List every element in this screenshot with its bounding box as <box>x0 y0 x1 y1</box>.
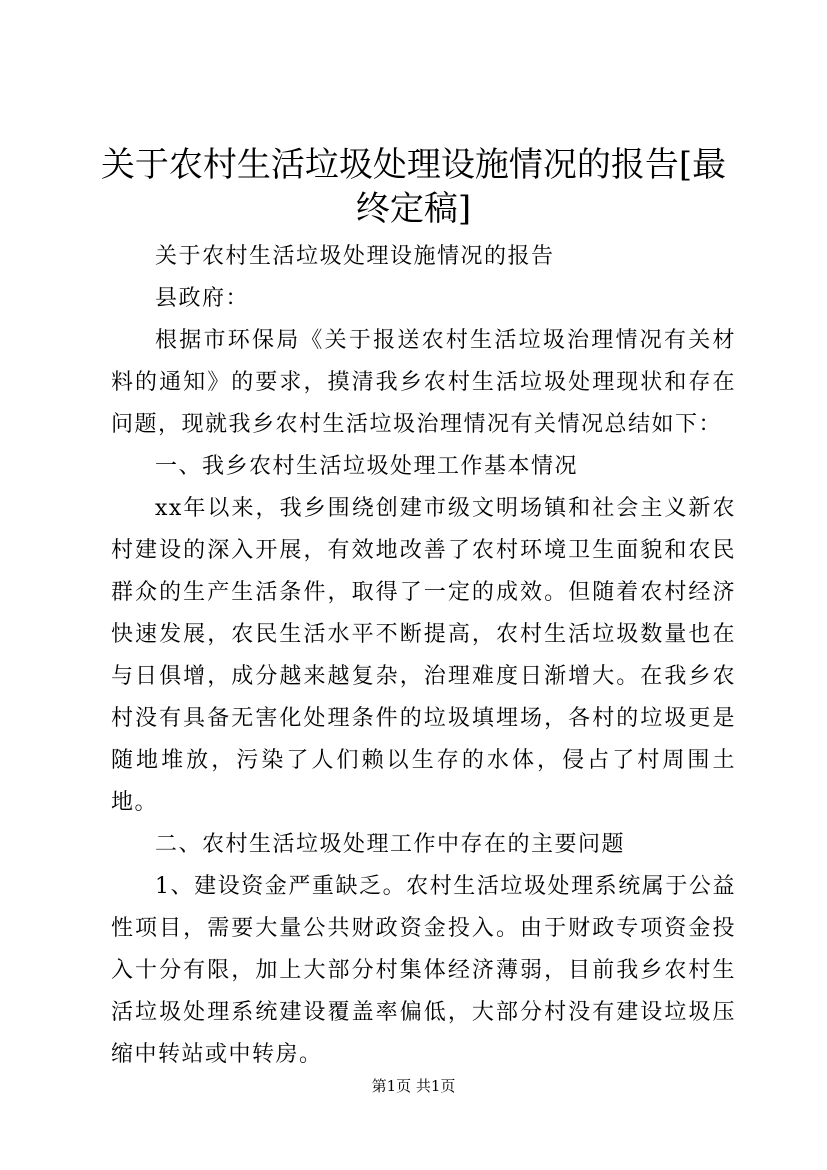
addressee: 县政府： <box>155 286 250 311</box>
section-1-paragraph: xx年以来，我乡围绕创建市级文明场镇和社会主义新农村建设的深入开展，有效地改善了农村环境卫生面貌和农民群众的生产生活条件，取得了一定的成效。但随着农村经济快速发展，农民生活水平不断提高，农村生活垃圾数量也在与日俱增，成分越来越复杂，治理难度日渐增大。在我乡农村没有具备无害化处理条件的垃圾填埋场，各村的垃圾更是随地堆放，污染了人们赖以生存的水体，侵占了村周围土地。 <box>111 496 736 815</box>
document-body <box>111 236 736 1076</box>
intro-paragraph: 根据市环保局《关于报送农村生活垃圾治理情况有关材料的通知》的要求，摸清我乡农村生活垃圾处理现状和存在问题，现就我乡农村生活垃圾治理情况有关情况总结如下： <box>111 328 736 437</box>
document-title: 关于农村生活垃圾处理设施情况的报告[最终定稿] <box>100 145 727 229</box>
section-2-item-1: 1、建设资金严重缺乏。农村生活垃圾处理系统属于公益性项目，需要大量公共财政资金投入。由于财政专项资金投入十分有限，加上大部分村集体经济薄弱，目前我乡农村生活垃圾处理系统建设覆盖率偏低，大部分村没有建设垃圾压缩中转站或中转房。 <box>111 874 736 1067</box>
section-heading-2: 二、农村生活垃圾处理工作中存在的主要问题 <box>155 832 626 857</box>
section-heading-1: 一、我乡农村生活垃圾处理工作基本情况 <box>155 454 579 479</box>
page-number-footer: 第1页 共1页 <box>371 1077 456 1095</box>
report-subtitle: 关于农村生活垃圾处理设施情况的报告 <box>155 244 555 269</box>
